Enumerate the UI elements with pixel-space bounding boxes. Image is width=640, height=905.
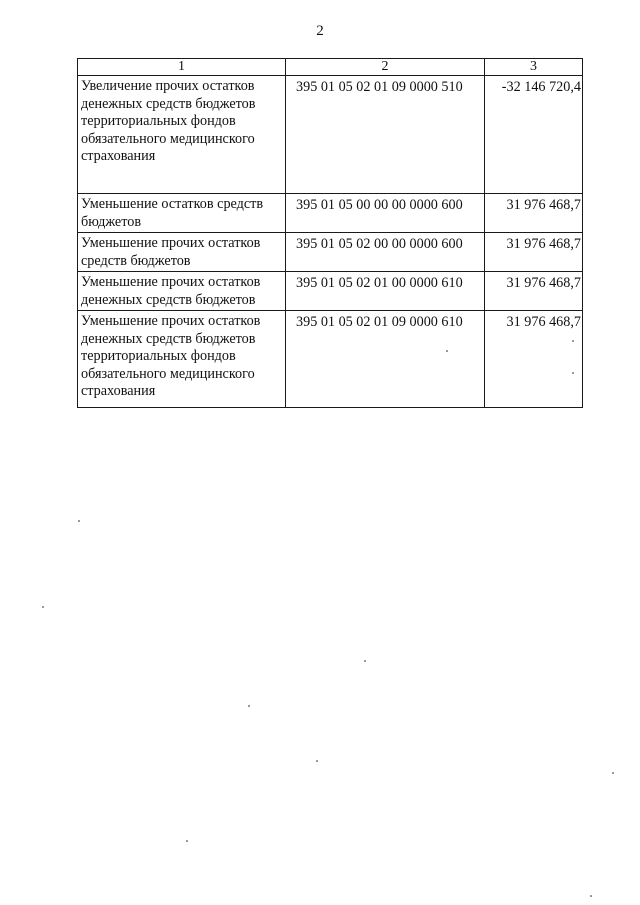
scan-speck	[42, 606, 44, 608]
scan-speck	[78, 520, 80, 522]
scan-speck	[446, 350, 448, 352]
column-header-name: 1	[78, 59, 286, 76]
column-header-amount: 3	[485, 59, 583, 76]
column-header-code: 2	[286, 59, 485, 76]
row-name-cell: Уменьшение прочих остатков средств бюджетов	[78, 233, 286, 272]
row-amount-cell: 31 976 468,7	[485, 311, 583, 408]
table-header-row	[78, 59, 583, 76]
scan-speck	[590, 895, 592, 897]
scan-speck	[364, 660, 366, 662]
row-name-cell: Уменьшение прочих остатков денежных средств бюджетов территориальных фондов обязательного медицинского страхования	[78, 311, 286, 408]
scan-speck	[186, 840, 188, 842]
row-code-cell: 395 01 05 02 01 09 0000 510	[286, 76, 485, 194]
table-row	[78, 194, 583, 233]
row-code-cell: 395 01 05 02 00 00 0000 600	[286, 233, 485, 272]
row-code-cell: 395 01 05 02 01 00 0000 610	[286, 272, 485, 311]
table-row	[78, 76, 583, 194]
row-code-cell: 395 01 05 00 00 00 0000 600	[286, 194, 485, 233]
scan-speck	[612, 772, 614, 774]
row-amount-cell: 31 976 468,7	[485, 233, 583, 272]
scan-speck	[572, 340, 574, 342]
table-row	[78, 311, 583, 408]
row-amount-cell: 31 976 468,7	[485, 272, 583, 311]
row-amount-cell: -32 146 720,4	[485, 76, 583, 194]
row-code-cell: 395 01 05 02 01 09 0000 610	[286, 311, 485, 408]
row-amount-cell: 31 976 468,7	[485, 194, 583, 233]
scan-speck	[572, 372, 574, 374]
row-name-cell: Увеличение прочих остатков денежных средств бюджетов территориальных фондов обязательного медицинского страхования	[78, 76, 286, 194]
scan-speck	[248, 705, 250, 707]
table-row	[78, 272, 583, 311]
table-row	[78, 233, 583, 272]
scan-speck	[316, 760, 318, 762]
page-number: 2	[316, 23, 324, 39]
row-name-cell: Уменьшение прочих остатков денежных средств бюджетов	[78, 272, 286, 311]
budget-sources-table	[77, 58, 583, 408]
row-name-cell: Уменьшение остатков средств бюджетов	[78, 194, 286, 233]
